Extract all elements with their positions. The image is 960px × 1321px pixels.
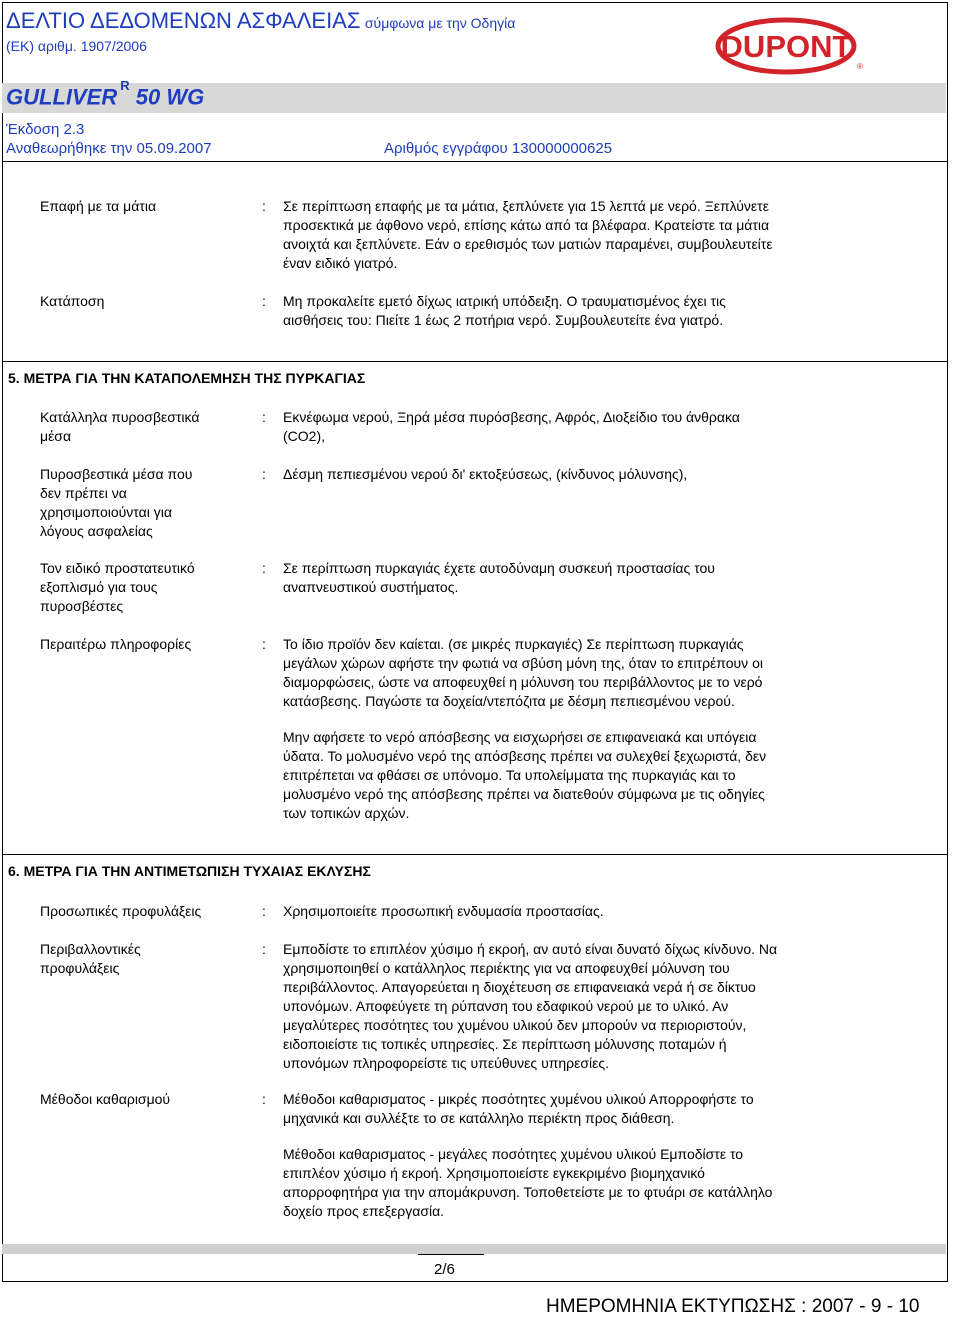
product-name: GULLIVER $^R$ 50 WG	[6, 78, 205, 110]
cleanup-methods-text-2: Μέθοδοι καθαρισματος - μεγάλες ποσότητες χυμένου υλικού Εμποδίστε το επιπλέον χύσιμο ή εκροή. Χρησιμοποιείστε εγκεκριμένο βιομηχανικό απορροφητήρα για την απομάκρυνση. Τοποθετείστε με το φτυάρι σε κατάλληλο δοχείο προς επεξεργασία.	[283, 1146, 773, 1219]
section-6-heading: 6. ΜΕΤΡΑ ΓΙΑ ΤΗΝ ΑΝΤΙΜΕΤΩΠΙΣΗ ΤΥΧΑΙΑΣ ΕΚΛΥΣΗΣ	[8, 863, 371, 879]
logo-text: DUPONT	[720, 29, 852, 64]
colon: :	[262, 293, 266, 309]
page-number: 2/6	[434, 1261, 455, 1278]
firefighter-ppe-label: Τον ειδικό προστατευτικό εξοπλισμό για τους πυροσβέστες	[40, 560, 195, 614]
print-date: ΗΜΕΡΟΜΗΝΙΑ ΕΚΤΥΠΩΣΗΣ : 2007 - 9 - 10	[546, 1296, 920, 1317]
registered-mark: R	[120, 78, 130, 93]
ingestion-text: Μη προκαλείτε εμετό δίχως ιατρική υπόδειξη. Ο τραυματισμένος έχει τις αισθήσεις του: Πιείτε 1 έως 2 ποτήρια νερό. Συμβουλευτείτε ένα γιατρό.	[283, 293, 726, 328]
regulation-ref: (ΕΚ) αριθμ. 1907/2006	[6, 38, 147, 54]
footer-band	[2, 1244, 946, 1254]
further-info-label: Περαιτέρω πληροφορίες	[40, 636, 192, 652]
eye-contact-text: Σε περίπτωση επαφής με τα μάτια, ξεπλύνετε για 15 λεπτά με νερό. Ξεπλύνετε προσεκτικά με άφθονο νερό, επίσης κάτω από τα βλέφαρα. Κρατείστε τα μάτια ανοιχτά και ξεπλύνετε. Εάν ο ερεθισμός των ματιών παραμένει, συμβουλευτείτε έναν ειδικό γιατρό.	[283, 198, 773, 271]
title-main: ΔΕΛΤΙΟ ΔΕΔΟΜΕΝΩΝ ΑΣΦΑΛΕΙΑΣ	[6, 8, 361, 33]
colon: :	[262, 636, 266, 652]
suitable-media-text: Εκνέφωμα νερού, Ξηρά μέσα πυρόσβεσης, Αφρός, Διοξείδιο του άνθρακα (CO2),	[283, 409, 740, 444]
cleanup-methods-label: Μέθοδοι καθαρισμού	[40, 1091, 171, 1107]
cleanup-methods-text: Μέθοδοι καθαρισματος - μικρές ποσότητες χυμένου υλικού Απορροφήστε το μηχανικά και συλλέξτε το σε κατάλληλο περιέκτη προς διάθεση.	[283, 1091, 754, 1126]
document-title	[6, 8, 515, 34]
edition: Έκδοση 2.3	[6, 121, 85, 138]
page-number-rule	[418, 1254, 484, 1255]
document-number: Αριθμός εγγράφου 130000000625	[384, 140, 613, 157]
divider	[2, 161, 947, 162]
colon: :	[262, 409, 266, 425]
colon: :	[262, 941, 266, 957]
colon: :	[262, 466, 266, 482]
divider	[2, 854, 947, 855]
personal-precautions-text: Χρησιμοποιείτε προσωπική ενδυμασία προστασίας.	[283, 903, 604, 919]
colon: :	[262, 1091, 266, 1107]
colon: :	[262, 903, 266, 919]
further-info-text: Το ίδιο προϊόν δεν καίεται. (σε μικρές πυρκαγιές) Σε περίπτωση πυρκαγιάς μεγάλων χώρων αφήστε την φωτιά να σβύση μόνη της, όταν το επιτρέπουν οι διαμορφώσεις, ώστε να αποφευχθεί η μόλυνση του περιβάλλοντος με το νερό κατάσβεσης. Παγώστε τα δοχεία/ντεπόζιτα με δέσμη πεπιεσμένου νερού.	[283, 636, 763, 709]
section-5-heading: 5. ΜΕΤΡΑ ΓΙΑ ΤΗΝ ΚΑΤΑΠΟΛΕΜΗΣΗ ΤΗΣ ΠΥΡΚΑΓΙΑΣ	[8, 370, 366, 386]
firefighter-ppe-text: Σε περίπτωση πυρκαγιάς έχετε αυτοδύναμη συσκευή προστασίας του αναπνευστικού συστήματος.	[283, 560, 715, 595]
eye-contact-label: Επαφή με τα μάτια	[40, 198, 157, 214]
suitable-media-label: Κατάλληλα πυροσβεστικά μέσα	[40, 409, 200, 444]
unsuitable-media-label: Πυροσβεστικά μέσα που δεν πρέπει να χρησιμοποιούνται για λόγους ασφαλείας	[40, 466, 193, 539]
svg-text:®: ®	[857, 62, 863, 71]
environmental-precautions-text: Εμποδίστε το επιπλέον χύσιμο ή εκροή, αν αυτό είναι δυνατό δίχως κίνδυνο. Να χρησιμοποιηθεί ο κατάλληλος περιέκτης για να αποφευχθεί μόλυνση του περιβάλλοντος. Απαγορεύεται η διοχέτευση σε επιφανειακά νερά ή σε δίκτυο υπονόμων. Αποφεύγετε τη ρύπανση του εδαφικού νερού με το υλικό. Αν μεγαλύτερες ποσότητες του χυμένου υλικού δεν μπορούν να περιοριστούν, ειδοποιείστε τις τοπικές υπηρεσίες. Σε περίπτωση μόλυνσης ποταμών ή υπονόμων πληροφορείστε τις υπεύθυνες υπηρεσίες.	[283, 941, 778, 1071]
colon: :	[262, 198, 266, 214]
colon: :	[262, 560, 266, 576]
divider	[2, 361, 947, 362]
unsuitable-media-text: Δέσμη πεπιεσμένου νερού δι' εκτοξεύσεως, (κίνδυνος μόλυνσης),	[283, 466, 688, 482]
environmental-precautions-label: Περιβαλλοντικές προφυλάξεις	[40, 941, 141, 976]
further-info-text-2: Μην αφήσετε το νερό απόσβεσης να εισχωρήσει σε επιφανειακά και υπόγεια ύδατα. Το μολυσμένο νερό της απόσβεσης πρέπει να συλεχθεί ξεχωριστά, δεν επιτρέπεται να φθάσει σε υπόνομο. Τα υπολείμματα της πυρκαγιάς και το μολυσμένο νερό της απόσβεσης πρέπει να διατεθούν σύμφωνα με τις οδηγίες των τοπικών αρχών.	[283, 729, 767, 821]
ingestion-label: Κατάποση	[40, 293, 105, 309]
dupont-logo	[716, 18, 862, 74]
title-sub: σύμφωνα με την Οδηγία	[364, 15, 516, 31]
revision-date: Αναθεωρήθηκε την 05.09.2007	[6, 140, 212, 157]
personal-precautions-label: Προσωπικές προφυλάξεις	[40, 903, 202, 919]
